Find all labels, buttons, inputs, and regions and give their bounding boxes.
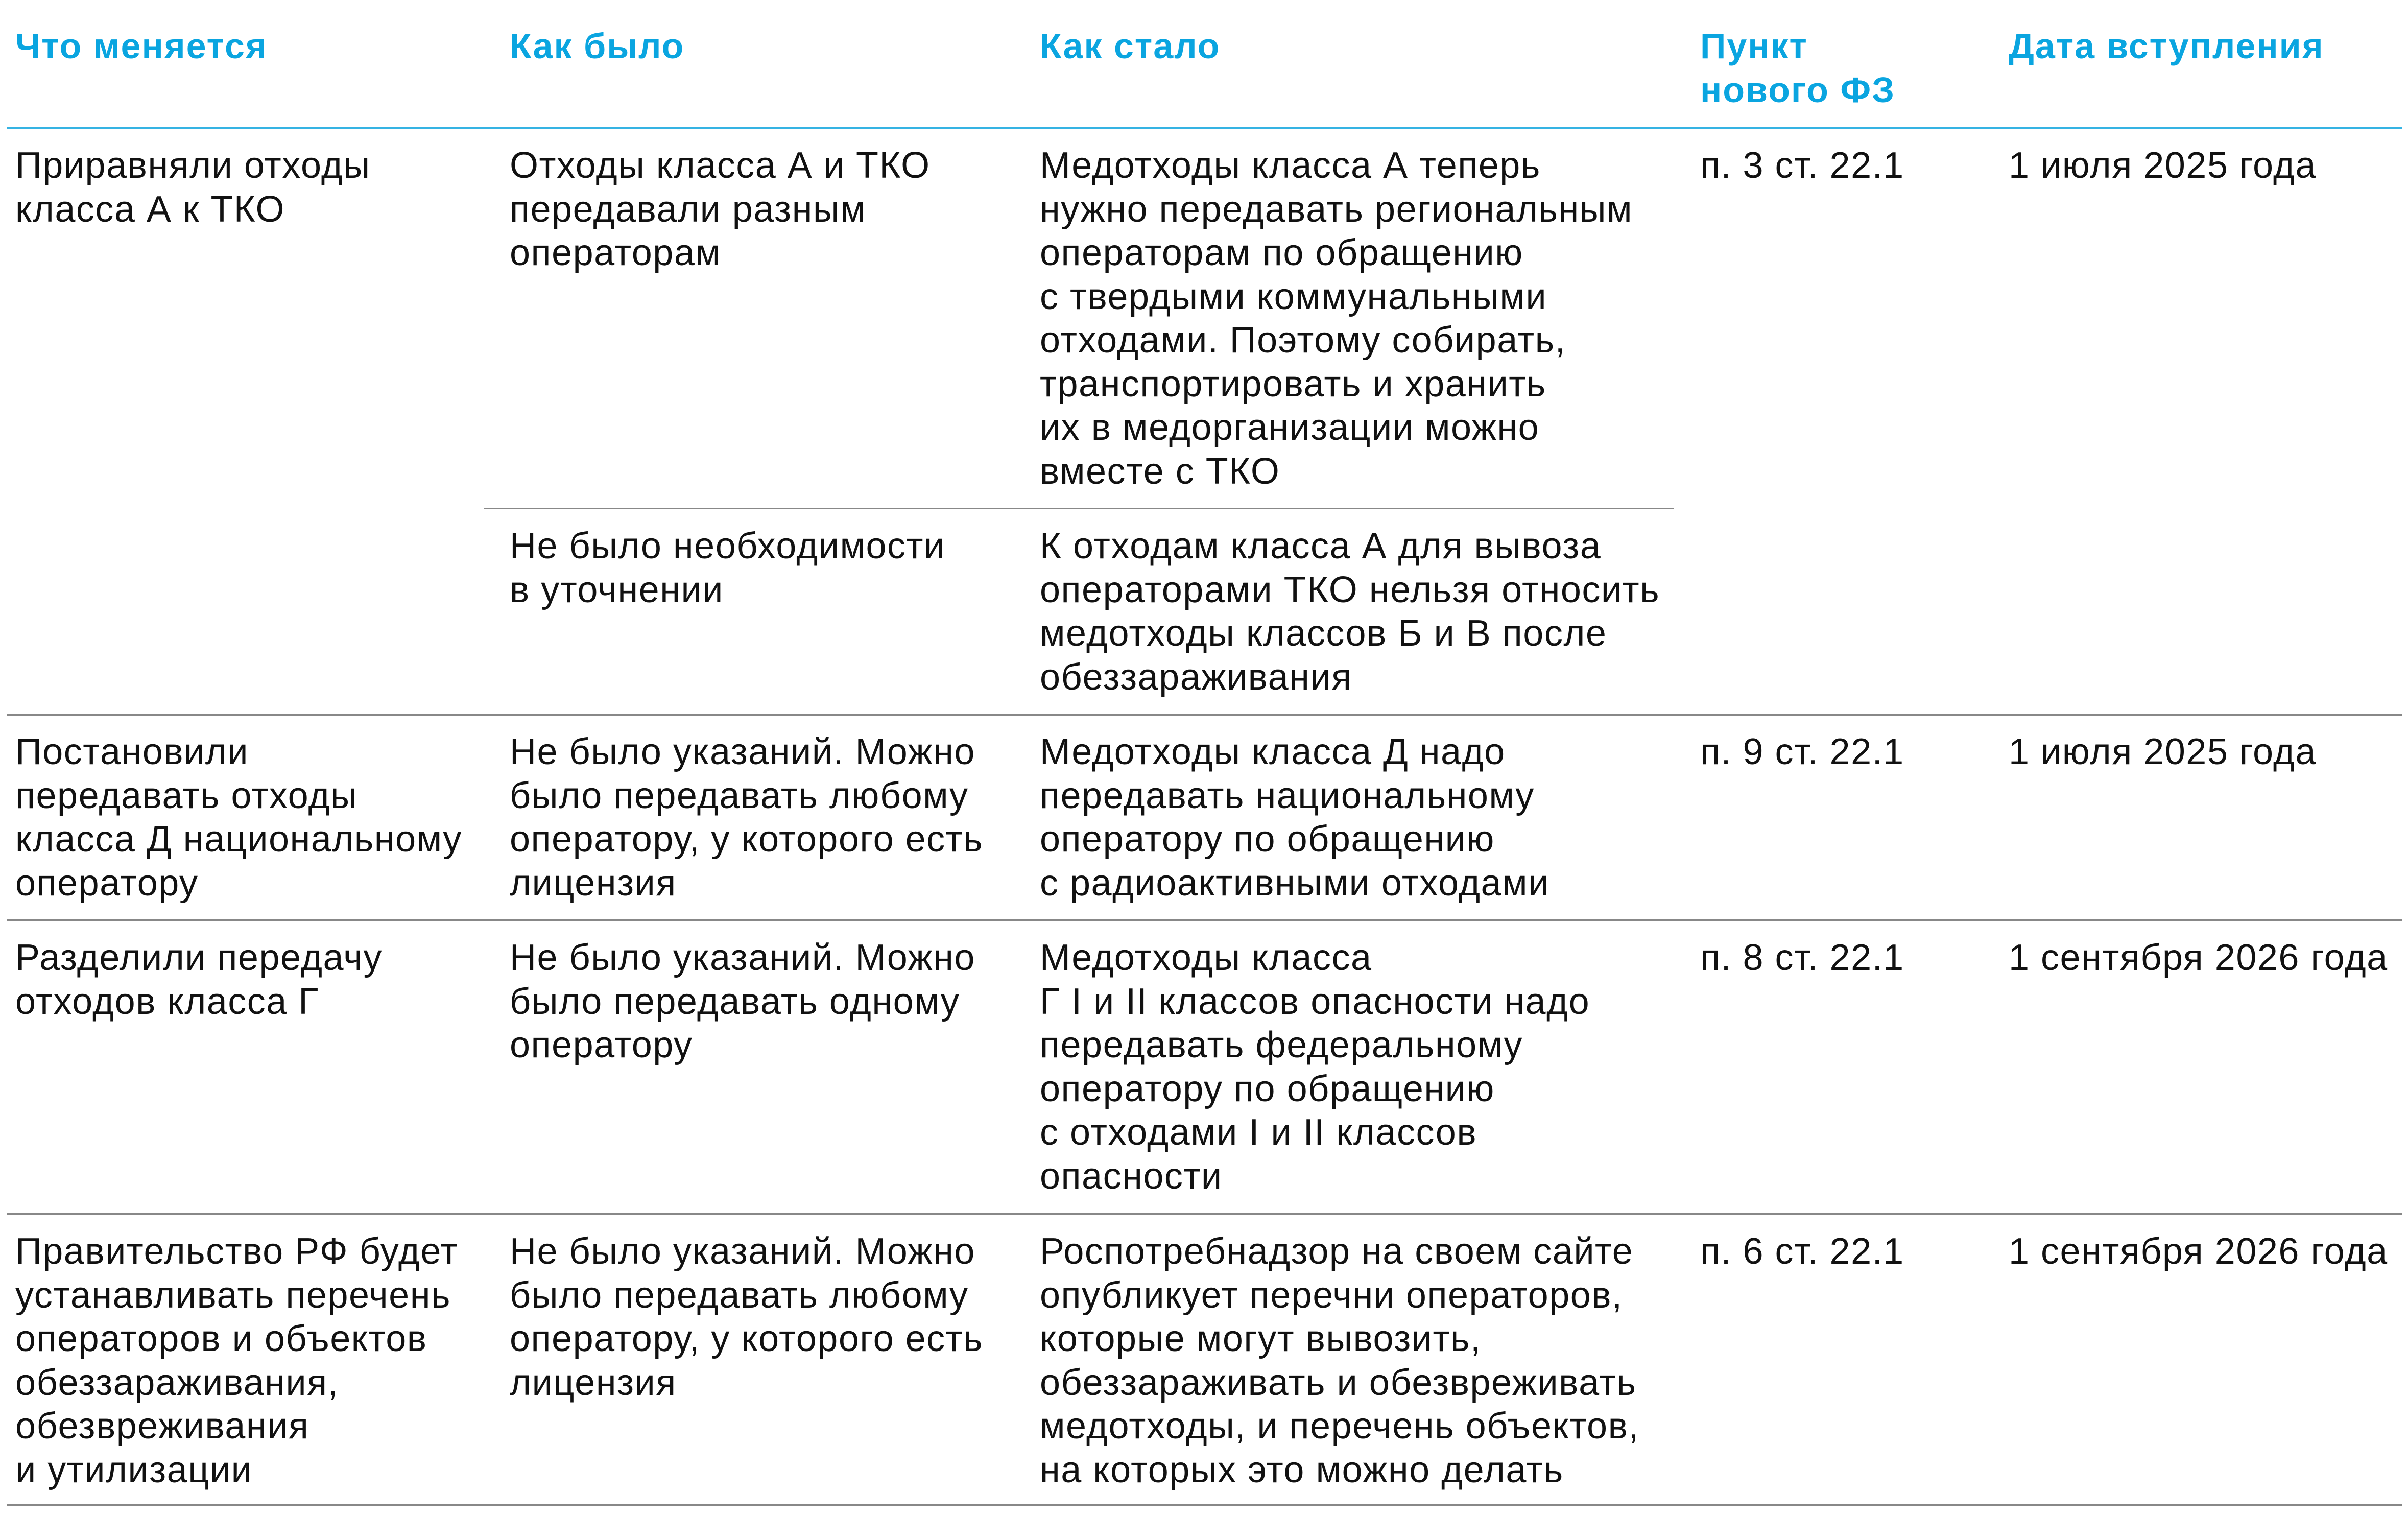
cell-after: Медотходы класса Г I и II классов опасности надо передавать федеральному оператору по обращению с отходами I и II классов опасности [1040,937,1590,1197]
cell-before: Не было указаний. Можно было передавать любому оператору, у которого есть лицензия [510,731,984,904]
header-date: Дата вступления [2009,26,2324,66]
row-divider [7,1504,2402,1506]
cell-clause: п. 9 ст. 22.1 [1700,731,1904,772]
cell-clause: п. 8 ст. 22.1 [1700,937,1904,978]
cell-before: Не было указаний. Можно было передавать любому оператору, у которого есть лицензия [510,1231,984,1403]
cell-after: Медотходы класса Д надо передавать национальному оператору по обращению с радиоактивными отходами [1040,731,1549,904]
header-after: Как стало [1040,26,1221,66]
row-divider [7,1213,2402,1215]
cell-what: Постановили передавать отходы класса Д национальному оператору [15,731,462,904]
cell-what: Правительство РФ будет устанавливать перечень операторов и объектов обеззараживания, обезвреживания и утилизации [15,1231,458,1490]
header-before: Как было [510,26,685,66]
cell-clause: п. 6 ст. 22.1 [1700,1231,1904,1272]
cell-date: 1 июля 2025 года [2009,731,2317,772]
cell-what: Приравняли отходы класса А к ТКО [15,145,371,230]
cell-before: Не было указаний. Можно было передавать одному оператору [510,937,975,1065]
header-clause: Пункт нового ФЗ [1700,26,1895,110]
header-what: Что меняется [15,26,268,66]
cell-after: Роспотребнадзор на своем сайте опубликует перечни операторов, которые могут вывозить, обеззараживать и обезвреживать медотходы, и перечень объектов, на которых это можно делать [1040,1231,1639,1490]
cell-after-2: К отходам класса А для вывоза операторами ТКО нельзя относить медотходы классов Б и В после обеззараживания [1040,526,1660,698]
cell-before-2: Не было необходимости в уточнении [510,526,945,610]
cell-date: 1 июля 2025 года [2009,145,2317,186]
cell-after: Медотходы класса А теперь нужно передавать региональным операторам по обращению с твердыми коммунальными отходами. Поэтому собирать, транспортировать и хранить их в медорганизации можно вместе с ТКО [1040,145,1633,492]
row-divider [7,714,2402,716]
cell-date: 1 сентября 2026 года [2009,1231,2388,1272]
cell-date: 1 сентября 2026 года [2009,937,2388,978]
cell-clause: п. 3 ст. 22.1 [1700,145,1904,186]
row-divider [7,919,2402,921]
subrow-divider [484,508,1674,509]
header-divider [7,127,2402,129]
cell-what: Разделили передачу отходов класса Г [15,937,383,1022]
cell-before: Отходы класса А и ТКО передавали разным операторам [510,145,931,273]
